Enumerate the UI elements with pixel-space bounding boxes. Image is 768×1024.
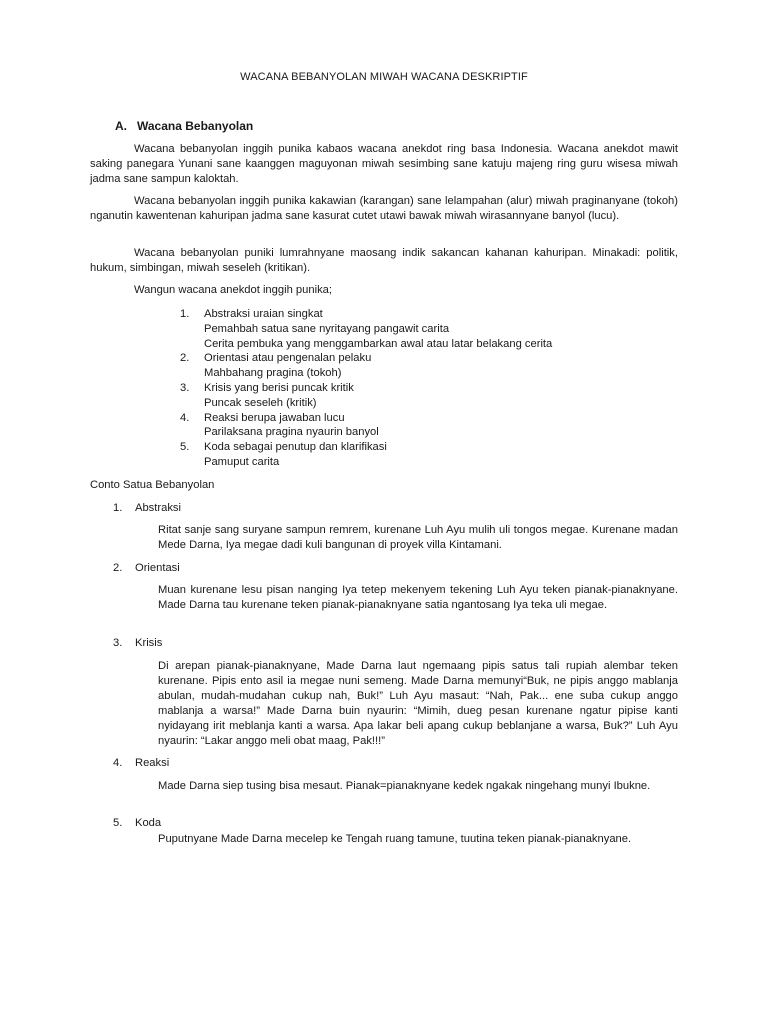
list-line: Reaksi berupa jawaban lucu xyxy=(204,411,345,424)
list-item xyxy=(180,381,552,411)
list-line: Orientasi atau pengenalan pelaku xyxy=(204,352,372,365)
item-number: 4. xyxy=(113,757,123,769)
list-line: Pamuput carita xyxy=(204,455,280,468)
example-text-krisis: Di arepan pianak-pianaknyane, Made Darna laut ngemaang pipis satus tali rupiah alembar teken kurenane. Pipis ento asil ia megae nuni semeng. Made Darna memunyi“Buk, ne pipis anggo mablanja abulan, mudah-mudahan cukup nah, Buk!” Luh Ayu masaut: “Nah, Pak... ene suba cukup anggo mablanja a warsa!” Made Darna buin nyaurin: “Mimih, dueg pesan kurenane ngatur pipise kanti nyidayang irit meblanja kanti a warsa. Apa lakar beli apang cukup beblanjane a warsa, Buk?” Luh Ayu nyaurin: “Lakar anggo meli obat maag, Pak!!!” xyxy=(158,660,678,747)
paragraph-definition: Wacana bebanyolan inggih punika kakawian (karangan) sane lelampahan (alur) miwah praginanyane (tokoh) nganutin kawentenan kahuripan jadma sane kasurat cutet utawi bawak miwah wirasannyane banyol (lucu). xyxy=(90,195,678,222)
item-number: 5. xyxy=(113,817,123,829)
list-number: 1. xyxy=(180,308,190,320)
paragraph-structure-intro: Wangun wacana anekdot inggih punika; xyxy=(134,284,332,296)
list-number: 2. xyxy=(180,352,190,365)
section-title: Wacana Bebanyolan xyxy=(137,119,254,133)
list-line: Puncak seseleh (kritik) xyxy=(204,396,317,409)
list-item xyxy=(180,440,552,470)
example-item-abstraksi xyxy=(113,501,181,516)
list-number: 4. xyxy=(180,411,190,424)
item-number: 2. xyxy=(113,562,123,574)
example-text-orientasi: Muan kurenane lesu pisan nanging Iya tetep mekenyem tekening Luh Ayu teken pianak-pianaknyane. Made Darna tau kurenane teken pianak-pianaknyane satia ngantosang Iya teka uli megae. xyxy=(158,584,678,611)
list-number: 5. xyxy=(180,441,190,454)
item-number: 3. xyxy=(113,637,123,649)
example-heading: Conto Satua Bebanyolan xyxy=(90,479,215,491)
list-number: 3. xyxy=(180,381,190,394)
list-line: Abstraksi uraian singkat xyxy=(204,308,323,320)
item-label: Abstraksi xyxy=(135,502,182,514)
page-title: WACANA BEBANYOLAN MIWAH WACANA DESKRIPTIF xyxy=(240,71,528,83)
list-line: Pemahbah satua sane nyritayang pangawit carita xyxy=(204,322,450,335)
item-number: 1. xyxy=(113,502,123,514)
section-number: A. xyxy=(115,119,127,133)
item-label: Krisis xyxy=(135,637,163,649)
item-label: Reaksi xyxy=(135,757,170,769)
paragraph-intro: Wacana bebanyolan inggih punika kabaos wacana anekdot ring basa Indonesia. Wacana anekdot mawit saking panegara Yunani sane kaanggen maguyonan miwah sesimbing sane katuju majeng ring guru wisesa miwah jadma sane sampun kaloktah. xyxy=(90,143,678,185)
list-line: Krisis yang berisi puncak kritik xyxy=(204,381,354,394)
list-line: Mahbahang pragina (tokoh) xyxy=(204,367,342,380)
list-line: Koda sebagai penutup dan klarifikasi xyxy=(204,441,387,454)
list-line: Parilaksana pragina nyaurin banyol xyxy=(204,426,379,439)
list-item xyxy=(180,307,552,351)
list-line: Cerita pembuka yang menggambarkan awal atau latar belakang cerita xyxy=(204,337,553,350)
list-item xyxy=(180,351,552,381)
structure-list xyxy=(180,307,552,470)
example-text-reaksi: Made Darna siep tusing bisa mesaut. Pianak=pianaknyane kedek ngakak ningehang munyi Ibukne. xyxy=(158,780,651,792)
example-item-krisis xyxy=(113,636,162,651)
example-item-orientasi xyxy=(113,561,180,576)
example-item-koda xyxy=(113,816,161,831)
list-item xyxy=(180,411,552,441)
example-item-reaksi xyxy=(113,756,169,771)
section-heading xyxy=(115,119,253,134)
item-label: Orientasi xyxy=(135,562,180,574)
paragraph-topics: Wacana bebanyolan puniki lumrahnyane maosang indik sakancan kahanan kahuripan. Minakadi: politik, hukum, simbingan, miwah seseleh (kritikan). xyxy=(90,247,678,274)
example-text-abstraksi: Ritat sanje sang suryane sampun remrem, kurenane Luh Ayu mulih uli tongos megae. Kurenane madan Mede Darna, Iya megae dadi kuli bangunan di proyek villa Kintamani. xyxy=(158,524,678,551)
item-label: Koda xyxy=(135,817,162,829)
example-text-koda: Puputnyane Made Darna mecelep ke Tengah ruang tamune, tuutina teken pianak-pianaknyane. xyxy=(158,833,632,845)
